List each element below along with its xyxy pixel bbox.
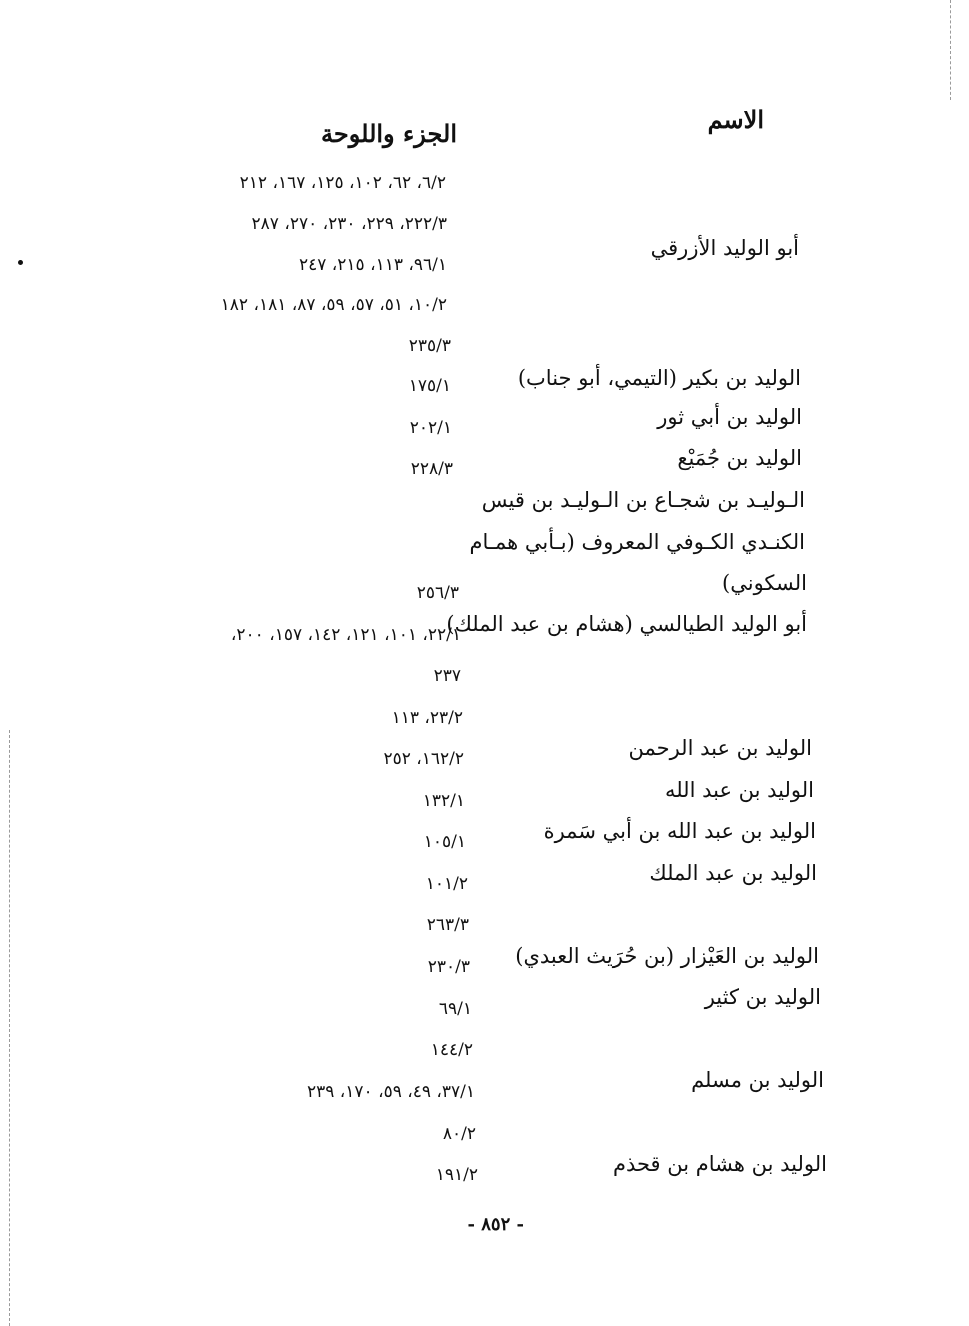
index-entry-name: الوليد بن أبي ثور <box>657 405 802 429</box>
index-entry-reference: ١٤٤/٢ <box>430 1040 473 1060</box>
index-entry-reference: ١٠/٢، ٥١، ٥٧، ٥٩، ٨٧، ١٨١، ١٨٢ <box>220 295 447 315</box>
index-entry-name: السكوني) <box>722 571 807 595</box>
index-entry-name: أبو الوليد الطيالسي (هشام بن عبد الملك) <box>446 612 807 636</box>
scan-dot <box>18 260 23 265</box>
index-entry-name: الكنـدي الكـوفي المعروف (بـأبي همـام <box>469 530 805 554</box>
index-entry-reference: ٢٣٧ <box>433 666 461 686</box>
index-entry-reference: ٣٧/١، ٤٩، ٥٩، ١٧٠، ٢٣٩ <box>306 1082 475 1102</box>
index-entry-name: الوليد بن جُمَيْع <box>677 446 802 470</box>
index-entry-reference: ٦/٢، ٦٢، ١٠٢، ١٢٥، ١٦٧، ٢١٢ <box>239 173 446 193</box>
index-entry-name: الوليد بن العَيْزار (بن حُرَيث العبدي) <box>515 944 819 968</box>
index-entry-reference: ١٠٥/١ <box>423 832 466 852</box>
index-entry-reference: ٨٠/٢ <box>442 1124 476 1144</box>
index-entry-name: الـوليـد بن شجـاع بن الـوليـد بن قيس <box>481 488 805 512</box>
index-entry-reference: ٩٦/١، ١١٣، ٢١٥، ٢٤٧ <box>298 255 447 275</box>
column-header-name: الاسم <box>707 105 764 134</box>
index-entry-reference: ٢٠٢/١ <box>409 418 452 438</box>
index-entry-name: الوليد بن عبد الله بن أبي سَمرة <box>543 819 816 843</box>
index-entry-name: الوليد بن عبد الله <box>664 778 814 802</box>
index-entry-name: الوليد بن بكير (التيمي، أبو جناب) <box>517 366 801 390</box>
index-entry-name: الوليد بن عبد الرحمن <box>628 736 812 760</box>
index-entry-reference: ٢٦٣/٣ <box>426 915 469 935</box>
index-entry-reference: ٢٣/٢، ١١٣ <box>391 708 463 728</box>
index-entry-reference: ٢٢٨/٣ <box>410 459 453 479</box>
index-entry-name: الوليد بن هشام بن قحذم <box>612 1152 827 1176</box>
index-entry-reference: ٢٢/١، ١٠١، ١٢١، ١٤٢، ١٥٧، ٢٠٠، <box>230 625 461 645</box>
index-entry-reference: ١٣٢/١ <box>422 791 465 811</box>
index-entry-reference: ٢٥٦/٣ <box>416 583 459 603</box>
index-entry-name: أبو الوليد الأزرقي <box>650 236 799 260</box>
index-entry-reference: ١٦٢/٢، ٢٥٢ <box>383 749 464 769</box>
index-entry-reference: ١٠١/٢ <box>425 874 468 894</box>
index-entry-reference: ٦٩/١ <box>438 999 472 1019</box>
index-entry-reference: ١٩١/٢ <box>435 1165 478 1185</box>
scan-edge-right <box>950 0 951 100</box>
index-entry-reference: ٢٣٠/٣ <box>427 957 470 977</box>
column-header-reference: الجزء واللوحة <box>321 119 457 148</box>
index-entry-name: الوليد بن كثير <box>704 985 821 1009</box>
scan-edge-left <box>9 730 10 1326</box>
index-entry-reference: ١٧٥/١ <box>408 376 451 396</box>
index-entry-name: الوليد بن عبد الملك <box>649 861 817 885</box>
index-entry-reference: ٢٢٢/٣، ٢٢٩، ٢٣٠، ٢٧٠، ٢٨٧ <box>251 214 447 234</box>
page-number: - ٨٥٢ - <box>467 1214 524 1235</box>
index-entry-reference: ٢٣٥/٣ <box>408 336 451 356</box>
index-entry-name: الوليد بن مسلم <box>691 1068 824 1092</box>
